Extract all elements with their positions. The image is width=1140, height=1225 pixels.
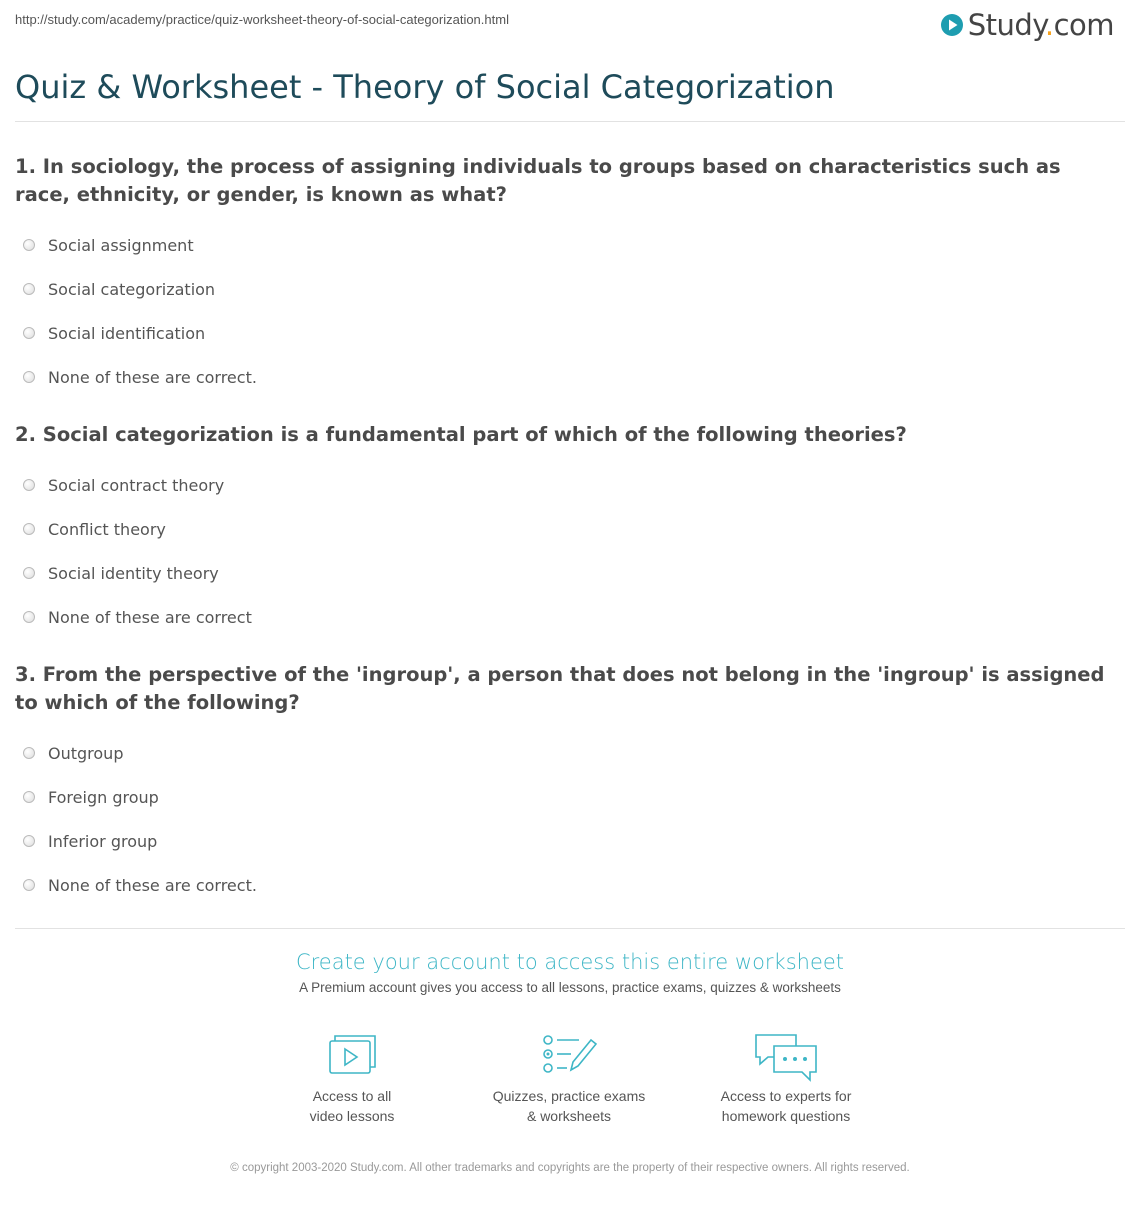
radio-button[interactable] (23, 239, 35, 251)
option-label: Social identity theory (48, 563, 219, 583)
answer-option[interactable] (15, 775, 1120, 819)
question-1 (15, 153, 1120, 399)
radio-button[interactable] (23, 523, 35, 535)
study-logo[interactable] (940, 8, 1114, 42)
signup-cta (0, 950, 1140, 995)
answer-option[interactable] (15, 311, 1120, 355)
answer-option[interactable] (15, 731, 1120, 775)
radio-button[interactable] (23, 327, 35, 339)
option-label: Social categorization (48, 279, 216, 299)
answer-option[interactable] (15, 267, 1120, 311)
feature-label: Access to experts for homework questions (720, 1088, 852, 1124)
page-url: http://study.com/academy/practice/quiz-worksheet-theory-of-social-categorization.html (15, 12, 509, 27)
radio-button[interactable] (23, 879, 35, 891)
feature-quizzes (469, 1032, 669, 1126)
option-label: Social identification (48, 323, 206, 343)
answer-option[interactable] (15, 551, 1120, 595)
feature-video-lessons (252, 1032, 452, 1126)
cta-subtitle: A Premium account gives you access to all lessons, practice exams, quizzes & worksheets (299, 980, 841, 995)
option-label: Outgroup (48, 743, 124, 763)
answer-option[interactable] (15, 863, 1120, 907)
option-label: Inferior group (48, 831, 158, 851)
question-2 (15, 421, 1120, 639)
chat-bubbles-icon (754, 1032, 818, 1084)
option-label: Conflict theory (48, 519, 166, 539)
option-label: Social contract theory (48, 475, 225, 495)
option-label: None of these are correct. (48, 367, 257, 387)
feature-label: Quizzes, practice exams & worksheets (492, 1088, 646, 1124)
radio-button[interactable] (23, 567, 35, 579)
play-circle-icon (940, 13, 964, 37)
feature-label: Access to all video lessons (309, 1088, 395, 1124)
cta-title[interactable]: Create your account to access this entire worksheet (295, 950, 845, 974)
logo-text: Study.com (967, 8, 1114, 42)
answer-option[interactable] (15, 463, 1120, 507)
option-label: None of these are correct (48, 607, 252, 627)
option-label: None of these are correct. (48, 875, 257, 895)
divider (15, 121, 1125, 122)
video-lesson-icon (326, 1032, 378, 1076)
divider (15, 928, 1125, 929)
option-label: Social assignment (48, 235, 194, 255)
radio-button[interactable] (23, 747, 35, 759)
answer-option[interactable] (15, 819, 1120, 863)
radio-button[interactable] (23, 791, 35, 803)
option-label: Foreign group (48, 787, 159, 807)
answer-option[interactable] (15, 595, 1120, 639)
copyright-text: © copyright 2003-2020 Study.com. All other trademarks and copyrights are the property of their respective owners. All rights reserved. (230, 1162, 910, 1174)
question-text: 1. In sociology, the process of assigning individuals to groups based on characteristics such as race, ethnicity, or gender, is known as what? (15, 155, 1061, 206)
radio-button[interactable] (23, 371, 35, 383)
answer-option[interactable] (15, 507, 1120, 551)
question-text: 3. From the perspective of the 'ingroup', a person that does not belong in the 'ingroup' is assigned to which of the following? (15, 663, 1105, 714)
question-text: 2. Social categorization is a fundamental part of which of the following theories? (15, 423, 907, 446)
answer-option[interactable] (15, 355, 1120, 399)
radio-button[interactable] (23, 835, 35, 847)
feature-experts (686, 1032, 886, 1126)
question-3 (15, 661, 1120, 907)
answer-option[interactable] (15, 223, 1120, 267)
page-title: Quiz & Worksheet - Theory of Social Categorization (15, 68, 835, 106)
radio-button[interactable] (23, 283, 35, 295)
radio-button[interactable] (23, 479, 35, 491)
quiz-checklist-icon (541, 1032, 597, 1076)
radio-button[interactable] (23, 611, 35, 623)
